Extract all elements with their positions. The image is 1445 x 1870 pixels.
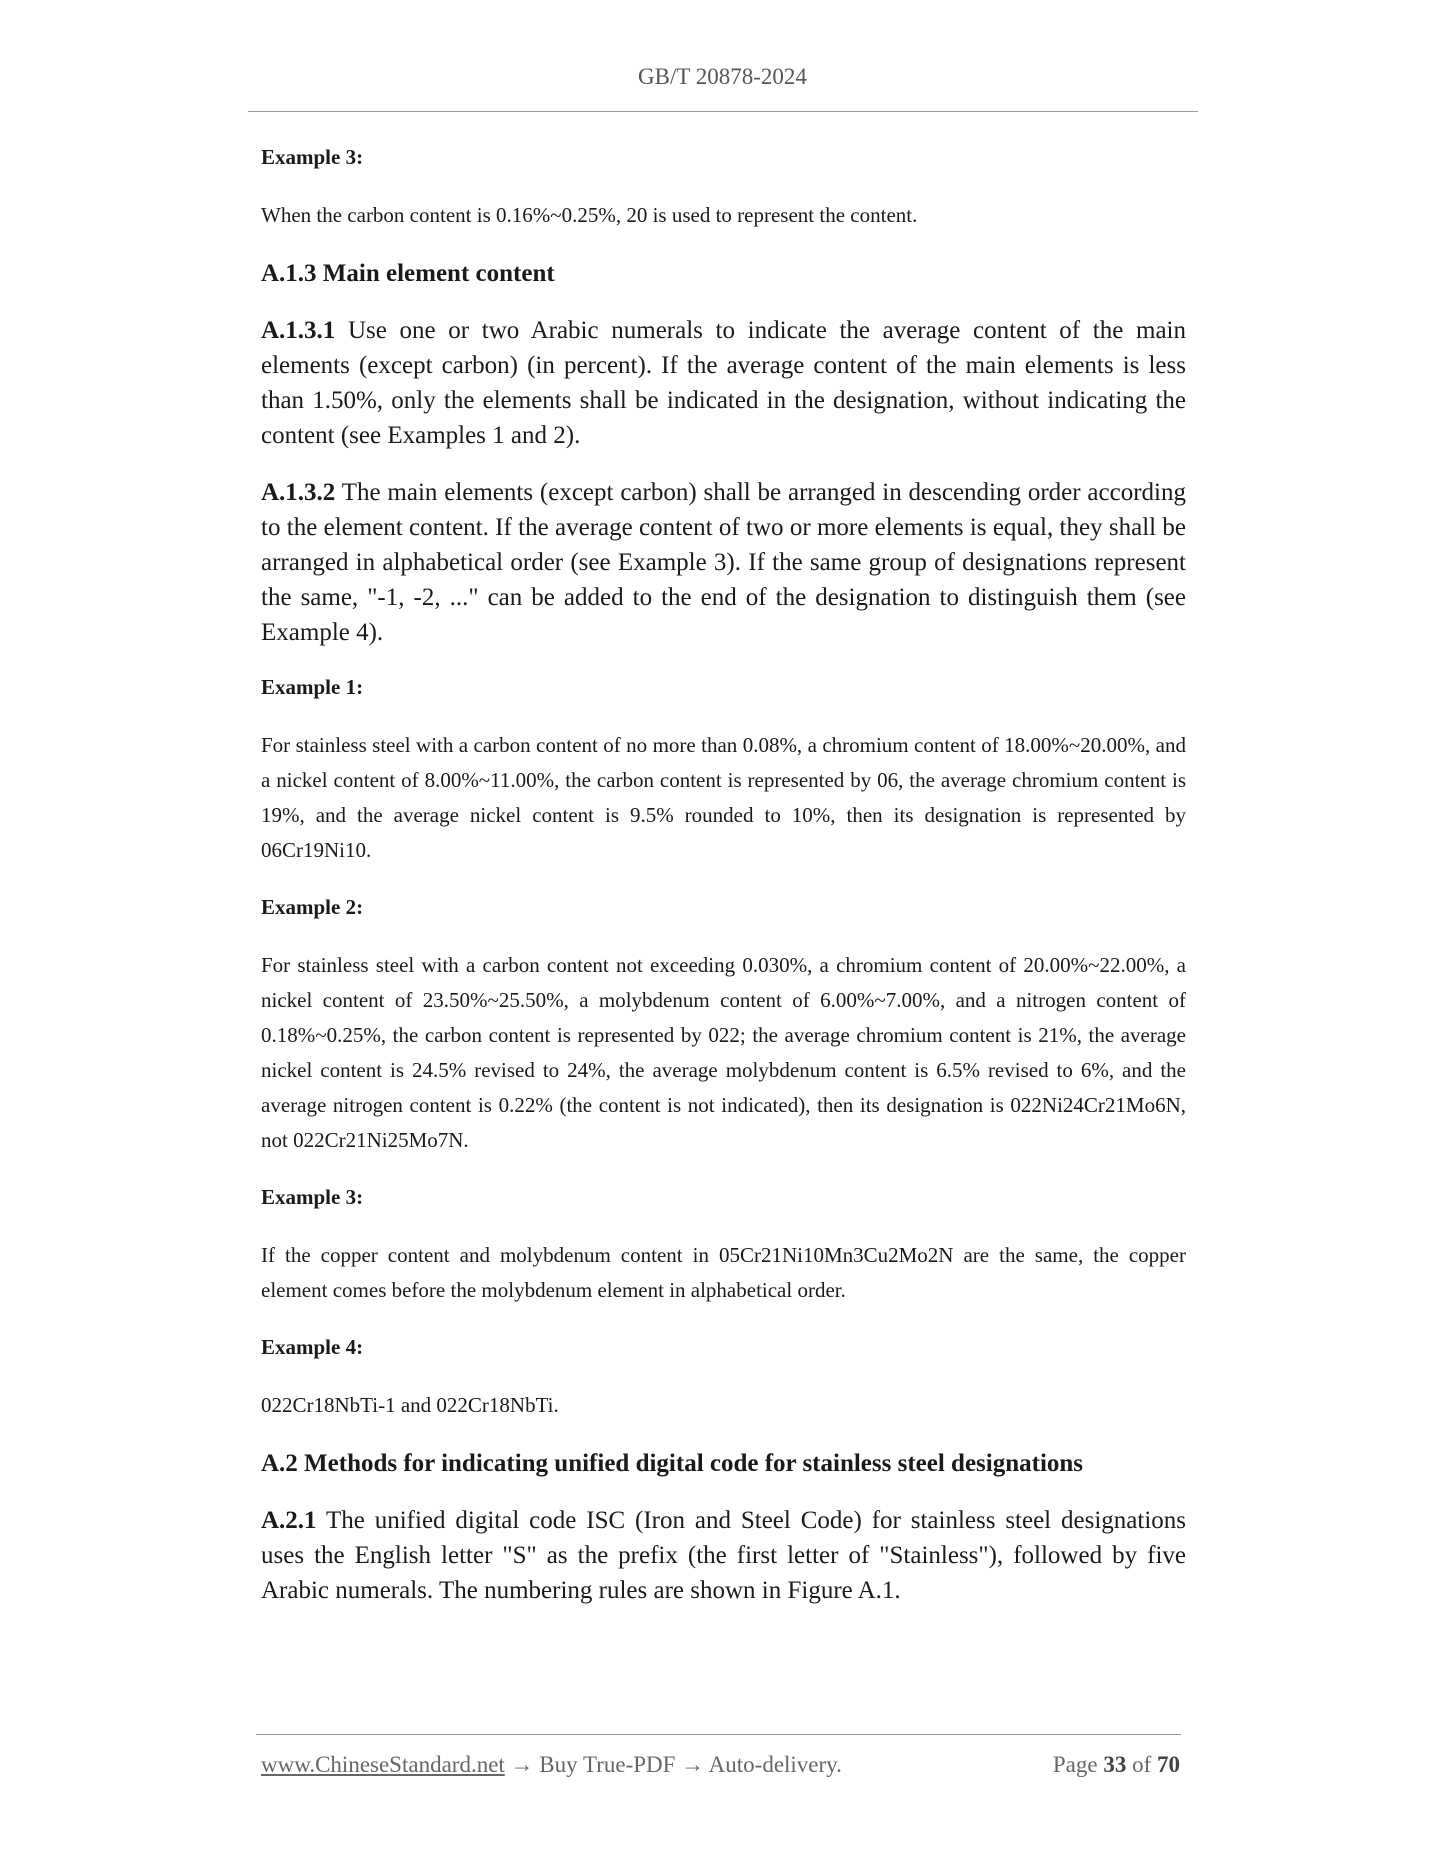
clause-a132 <box>261 475 1186 650</box>
example-2-label: Example 2: <box>261 895 364 919</box>
example-1-text: For stainless steel with a carbon content of no more than 0.08%, a chromium content of 18.00%~20.00%, and a nickel content of 8.00%~11.00%, the carbon content is represented by 06, the average chromium content is 19%, and the average nickel content is 9.5% rounded to 10%, then its designation is represented by 06Cr19Ni10. <box>261 733 1186 862</box>
total-pages: 70 <box>1157 1752 1180 1777</box>
clause-a132-number: A.1.3.2 <box>261 479 336 506</box>
example-4-label: Example 4: <box>261 1335 364 1359</box>
of-word: of <box>1126 1752 1157 1777</box>
example-1-label: Example 1: <box>261 675 364 699</box>
running-header: GB/T 20878-2024 <box>638 64 807 89</box>
example-4-text: 022Cr18NbTi-1 and 022Cr18NbTi. <box>261 1393 559 1417</box>
section-a13-heading: A.1.3 Main element content <box>261 260 555 287</box>
footer-tagline: → Buy True-PDF → Auto-delivery. <box>504 1752 842 1777</box>
clause-a21-text: The unified digital code ISC (Iron and Steel Code) for stainless steel designations uses the English letter "S" as the prefix (the first letter of "Stainless"), followed by five Arabic numerals. The numbering rules are shown in Figure A.1. <box>261 1507 1186 1604</box>
current-page: 33 <box>1103 1752 1127 1777</box>
header-divider <box>248 111 1198 112</box>
page-body <box>261 142 1186 1630</box>
footer-divider <box>256 1734 1181 1735</box>
page-word: Page <box>1052 1752 1104 1777</box>
clause-a21-number: A.2.1 <box>261 1507 317 1534</box>
example-3-text: When the carbon content is 0.16%~0.25%, 20 is used to represent the content. <box>261 203 918 227</box>
section-a2-heading: A.2 Methods for indicating unified digital code for stainless steel designations <box>261 1450 1084 1477</box>
example-3-label: Example 3: <box>261 145 364 169</box>
page-number <box>1053 1752 1180 1778</box>
clause-a131 <box>261 313 1186 453</box>
clause-a21 <box>261 1503 1186 1608</box>
example-3b-label: Example 3: <box>261 1185 364 1209</box>
clause-a131-text: Use one or two Arabic numerals to indicate the average content of the main elements (except carbon) (in percent). If the average content of the main elements is less than 1.50%, only the elements shall be indicated in the designation, without indicating the content (see Examples 1 and 2). <box>261 317 1186 449</box>
footer-link-group <box>261 1752 842 1778</box>
clause-a132-text: The main elements (except carbon) shall be arranged in descending order according to the element content. If the average content of two or more elements is equal, they shall be arranged in alphabetical order (see Example 3). If the same group of designations represent the same, "-1, -2, ..." can be added to the end of the designation to distinguish them (see Example 4). <box>261 479 1186 646</box>
clause-a131-number: A.1.3.1 <box>261 317 336 344</box>
website-link[interactable]: www.ChineseStandard.net <box>261 1752 505 1777</box>
example-3b-text: If the copper content and molybdenum content in 05Cr21Ni10Mn3Cu2Mo2N are the same, the copper element comes before the molybdenum element in alphabetical order. <box>261 1243 1186 1302</box>
example-2-text: For stainless steel with a carbon content not exceeding 0.030%, a chromium content of 20.00%~22.00%, a nickel content of 23.50%~25.50%, a molybdenum content of 6.00%~7.00%, and a nitrogen content of 0.18%~0.25%, the carbon content is represented by 022; the average chromium content is 21%, the average nickel content is 24.5% revised to 24%, the average molybdenum content is 6.5% revised to 6%, and the average nitrogen content is 0.22% (the content is not indicated), then its designation is 022Ni24Cr21Mo6N, not 022Cr21Ni25Mo7N. <box>261 953 1186 1152</box>
